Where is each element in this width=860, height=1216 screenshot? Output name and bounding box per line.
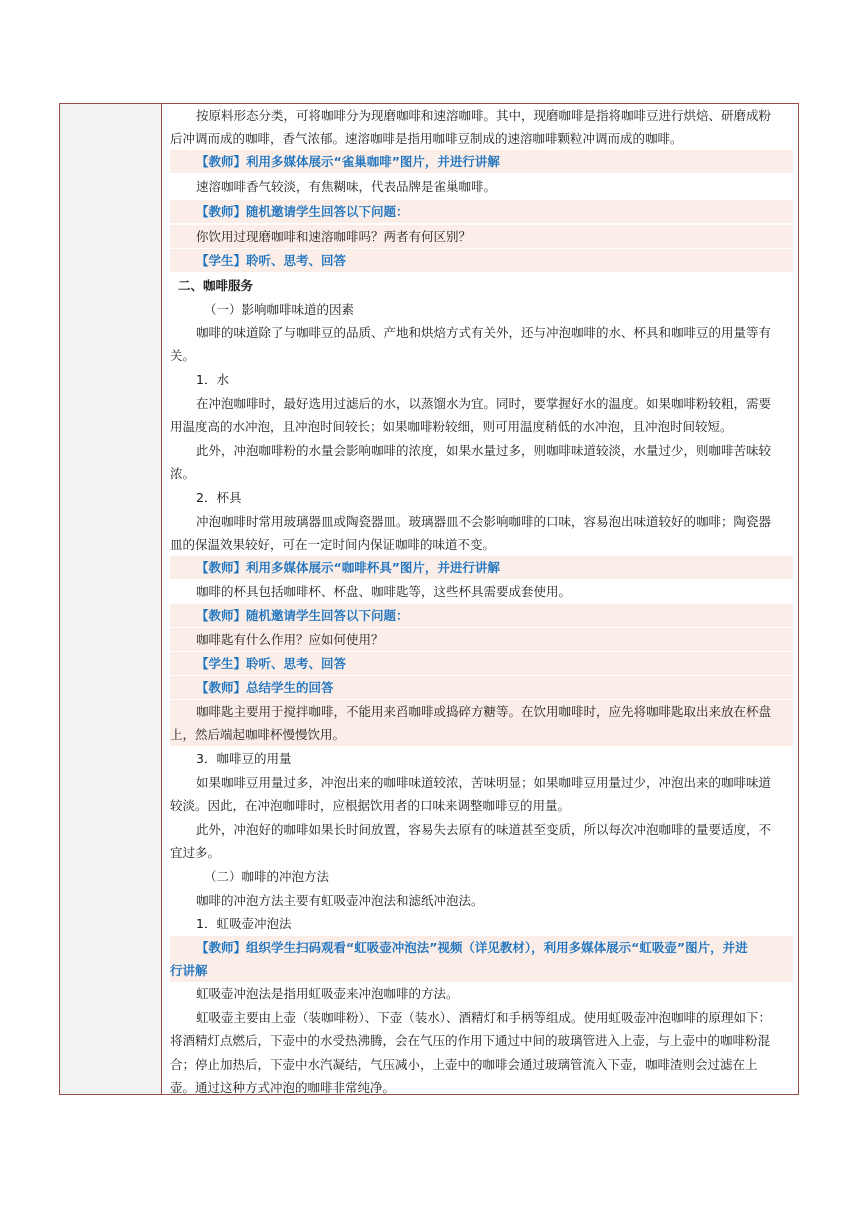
text-line: 如果咖啡豆用量过多，冲泡出来的咖啡味道较浓，苦味明显；如果咖啡豆用量过少，冲泡出来的咖啡味道 <box>196 775 772 790</box>
text-line: 咖啡匙主要用于搅拌咖啡，不能用来舀咖啡或捣碎方糖等。在饮用咖啡时，应先将咖啡匙取出来放在杯盘 <box>170 700 793 723</box>
text-line: 3．咖啡豆的用量 <box>196 751 292 766</box>
text-line: 2．杯具 <box>196 490 242 505</box>
text-line: 关。 <box>170 348 196 363</box>
text-line: 上，然后端起咖啡杯慢慢饮用。 <box>170 723 793 746</box>
text-line: 合；停止加热后，下壶中水汽凝结，气压减小，上壶中的咖啡会通过玻璃管流入下壶，咖啡渣则会过滤在上 <box>170 1057 758 1072</box>
text-line: 皿的保温效果较好，可在一定时间内保证咖啡的味道不变。 <box>170 537 496 552</box>
text-line: 你饮用过现磨咖啡和速溶咖啡吗？两者有何区别？ <box>170 225 793 248</box>
text-line: 1．水 <box>196 372 229 387</box>
role-note-line: 行讲解 <box>170 959 793 982</box>
text-line: 虹吸壶主要由上壶（装咖啡粉）、下壶（装水）、酒精灯和手柄等组成。使用虹吸壶冲泡咖啡的原理如下： <box>196 1010 772 1025</box>
text-line: （二）咖啡的冲泡方法 <box>204 869 330 884</box>
text-line: 后冲调而成的咖啡，香气浓郁。速溶咖啡是指用咖啡豆制成的速溶咖啡颗粒冲调而成的咖啡。 <box>170 131 683 146</box>
role-note-line: 【学生】聆听、思考、回答 <box>170 652 793 675</box>
content-cell <box>163 104 798 1094</box>
role-note-line: 【教师】随机邀请学生回答以下问题： <box>170 604 793 627</box>
text-line: （一）影响咖啡味道的因素 <box>204 302 355 317</box>
text-line: 宜过多。 <box>170 845 221 860</box>
text-line: 较淡。因此，在冲泡咖啡时，应根据饮用者的口味来调整咖啡豆的用量。 <box>170 798 571 813</box>
text-line: 速溶咖啡香气较淡，有焦糊味，代表品牌是雀巢咖啡。 <box>196 179 497 194</box>
text-line: 在冲泡咖啡时，最好选用过滤后的水，以蒸馏水为宜。同时，要掌握好水的温度。如果咖啡粉较粗，需要 <box>196 396 772 411</box>
section-heading: 二、咖啡服务 <box>178 278 254 293</box>
text-line: 咖啡的冲泡方法主要有虹吸壶冲泡法和滤纸冲泡法。 <box>196 893 484 908</box>
text-line: 咖啡的杯具包括咖啡杯、杯盘、咖啡匙等，这些杯具需要成套使用。 <box>196 584 572 599</box>
lesson-table <box>59 103 799 1095</box>
left-column-cell <box>60 104 162 1094</box>
text-line: 此外，冲泡好的咖啡如果长时间放置，容易失去原有的味道甚至变质，所以每次冲泡咖啡的量要适度，不 <box>196 822 772 837</box>
role-note-line: 【学生】聆听、思考、回答 <box>170 249 793 272</box>
text-line: 咖啡匙有什么作用？应如何使用？ <box>170 628 793 651</box>
role-note-line: 【教师】利用多媒体展示“雀巢咖啡”图片，并进行讲解 <box>170 150 793 173</box>
role-note-line: 【教师】组织学生扫码观看“虹吸壶冲泡法”视频（详见教材），利用多媒体展示“虹吸壶”图片，并进 <box>170 936 793 959</box>
text-line: 按原料形态分类，可将咖啡分为现磨咖啡和速溶咖啡。其中，现磨咖啡是指将咖啡豆进行烘焙、研磨成粉 <box>196 108 772 123</box>
text-line: 1．虹吸壶冲泡法 <box>196 916 292 931</box>
role-note-line: 【教师】利用多媒体展示“咖啡杯具”图片，并进行讲解 <box>170 556 793 579</box>
text-line: 冲泡咖啡时常用玻璃器皿或陶瓷器皿。玻璃器皿不会影响咖啡的口味，容易泡出味道较好的咖啡；陶瓷器 <box>196 514 772 529</box>
text-line: 浓。 <box>170 466 196 481</box>
text-line: 咖啡的味道除了与咖啡豆的品质、产地和烘焙方式有关外，还与冲泡咖啡的水、杯具和咖啡豆的用量等有 <box>196 325 772 340</box>
role-note-line: 【教师】总结学生的回答 <box>170 676 793 699</box>
text-line: 虹吸壶冲泡法是指用虹吸壶来冲泡咖啡的方法。 <box>196 986 459 1001</box>
text-line: 将酒精灯点燃后，下壶中的水受热沸腾，会在气压的作用下通过中间的玻璃管进入上壶，与上壶中的咖啡粉混 <box>170 1033 771 1048</box>
text-line: 此外，冲泡咖啡粉的水量会影响咖啡的浓度，如果水量过多，则咖啡味道较淡，水量过少，则咖啡苦味较 <box>196 443 772 458</box>
text-line: 用温度高的水冲泡，且冲泡时间较长；如果咖啡粉较细，则可用温度稍低的水冲泡，且冲泡时间较短。 <box>170 419 733 434</box>
text-line: 壶。通过这种方式冲泡的咖啡非常纯净。 <box>170 1080 396 1095</box>
role-note-line: 【教师】随机邀请学生回答以下问题： <box>170 200 793 223</box>
